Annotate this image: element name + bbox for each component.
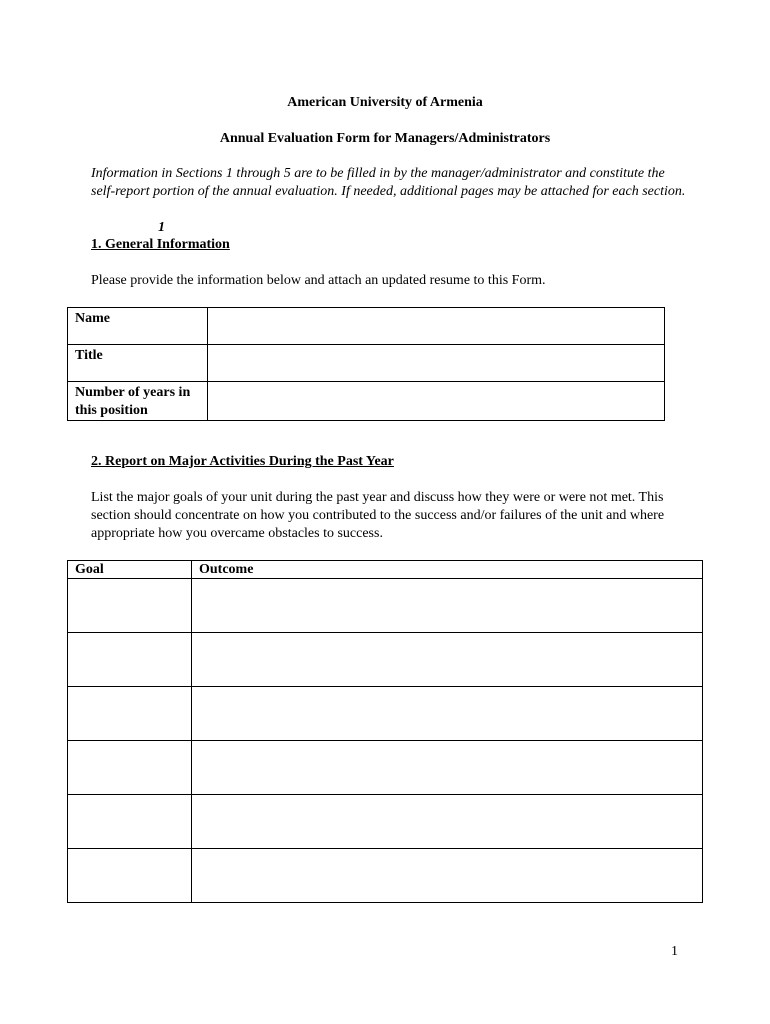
table-row <box>68 687 703 741</box>
table-row <box>68 633 703 687</box>
table-row <box>68 795 703 849</box>
goal-cell[interactable] <box>68 687 192 741</box>
name-field[interactable] <box>208 308 665 345</box>
table-row <box>68 579 703 633</box>
section1-instruction: Please provide the information below and attach an updated resume to this Form. <box>91 273 546 288</box>
goal-cell[interactable] <box>68 795 192 849</box>
goal-cell[interactable] <box>68 633 192 687</box>
years-label: Number of years in this position <box>68 382 208 421</box>
outcome-cell[interactable] <box>192 633 703 687</box>
table-row <box>68 849 703 903</box>
title-field[interactable] <box>208 345 665 382</box>
outcome-cell[interactable] <box>192 849 703 903</box>
section1-heading: 1. General Information <box>91 237 230 252</box>
goals-table-header <box>68 561 703 579</box>
goal-cell[interactable] <box>68 849 192 903</box>
outcome-column-header: Outcome <box>192 561 703 579</box>
goal-column-header: Goal <box>68 561 192 579</box>
info-row-title <box>68 345 665 382</box>
goal-cell[interactable] <box>68 579 192 633</box>
info-row-name <box>68 308 665 345</box>
outcome-cell[interactable] <box>192 741 703 795</box>
section2-heading: 2. Report on Major Activities During the Past Year <box>91 454 394 469</box>
intro-text: Information in Sections 1 through 5 are to be filled in by the manager/administrator and constitute the self-report portion of the annual evaluation. If needed, additional pages may be attached for each section. <box>91 166 686 199</box>
outcome-cell[interactable] <box>192 687 703 741</box>
general-info-table <box>67 307 665 421</box>
name-label: Name <box>68 308 208 345</box>
outcome-cell[interactable] <box>192 579 703 633</box>
page-number: 1 <box>671 944 678 959</box>
info-row-years <box>68 382 665 421</box>
form-title: Annual Evaluation Form for Managers/Administrators <box>219 131 551 146</box>
goals-table <box>67 560 703 903</box>
outcome-cell[interactable] <box>192 795 703 849</box>
section2-instruction: List the major goals of your unit during the past year and discuss how they were or were not met. This section should concentrate on how you contributed to the success and/or failures of the unit and where appropriate how you overcame obstacles to success. <box>91 490 665 541</box>
goal-cell[interactable] <box>68 741 192 795</box>
section-marker: 1 <box>158 220 165 235</box>
institution-title: American University of Armenia <box>287 95 483 110</box>
table-row <box>68 741 703 795</box>
title-label: Title <box>68 345 208 382</box>
years-field[interactable] <box>208 382 665 421</box>
